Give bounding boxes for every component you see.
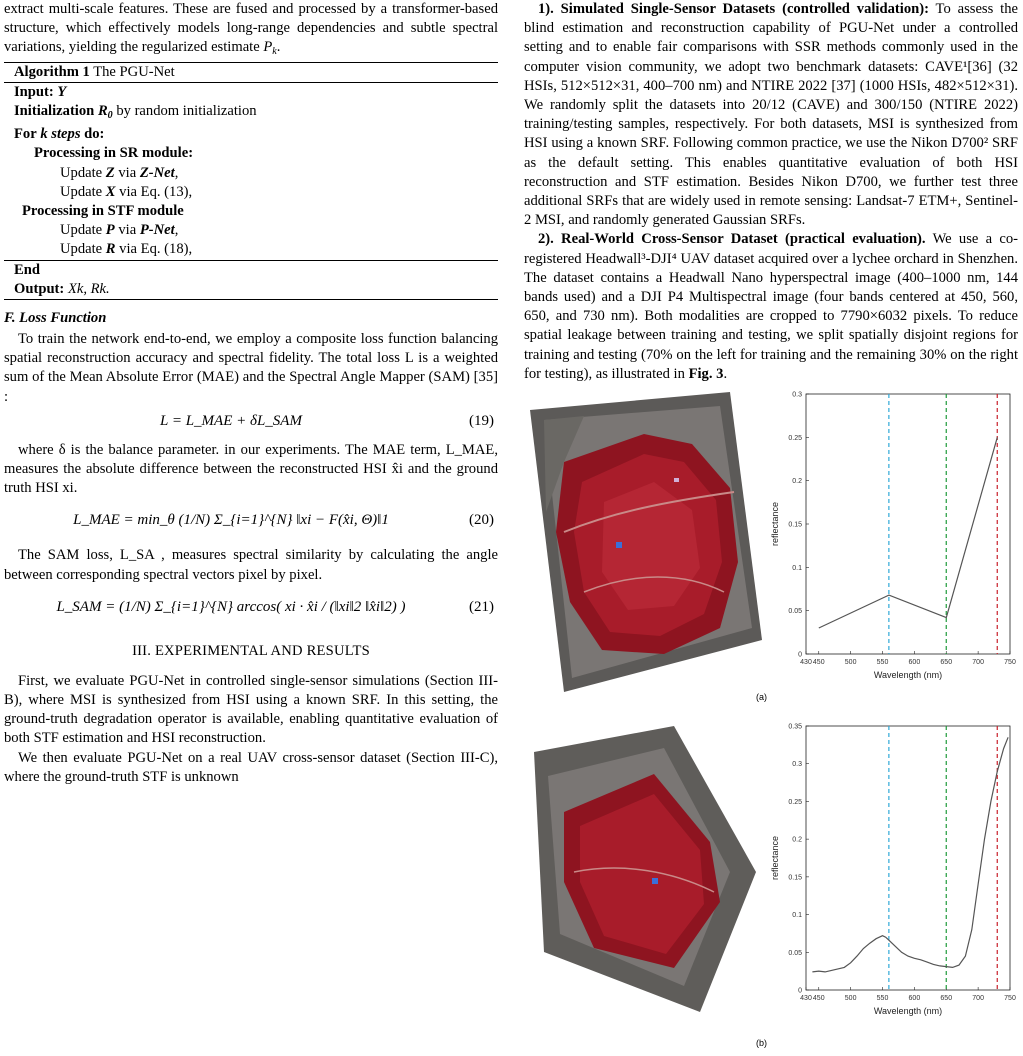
y-axis-label: reflectance <box>770 501 780 547</box>
x-tick-label: 430 <box>800 659 812 666</box>
algorithm-sr-step1: Update Z via Z-Net, <box>60 164 179 181</box>
x-tick-label: 430 <box>800 995 812 1002</box>
algorithm-end: End <box>14 261 40 278</box>
x-tick-label: 700 <box>972 659 984 666</box>
x-tick-label: 650 <box>940 659 953 666</box>
algorithm-input: Input: Y <box>14 83 67 100</box>
x-axis-label: Wavelength (nm) <box>873 670 943 680</box>
figure-row-b <box>524 706 1018 1056</box>
algorithm-sr-label: Processing in SR module: <box>34 145 194 162</box>
loss-paragraph-2: where δ is the balance parameter. in our experiments. The MAE term, L_MAE, measures the absolute difference between the reconstructed HSI x̂i and the ground truth HSI xi. <box>4 441 498 497</box>
x-tick-label: 450 <box>812 659 825 666</box>
x-tick-label: 450 <box>812 995 825 1002</box>
x-tick-label: 650 <box>940 995 953 1002</box>
x-tick-label: 600 <box>908 659 921 666</box>
algorithm-for: For k steps do: <box>14 126 105 143</box>
experiment-paragraph-2: We then evaluate PGU-Net on a real UAV cross-sensor dataset (Section III-C), where the ground-truth STF is unknown <box>4 749 498 785</box>
y-tick-label: 0 <box>798 987 802 995</box>
right-column <box>524 0 1018 384</box>
equation-21: L_SAM = (1/N) Σ_{i=1}^{N} arccos( xi · x̂i / (‖xi‖2 ‖x̂i‖2) ) (21) <box>56 598 494 615</box>
uav-orchard-image-b <box>524 722 762 1018</box>
y-tick-label: 0.05 <box>788 608 802 616</box>
figure-3 <box>524 388 1018 1056</box>
y-tick-label: 0.3 <box>792 391 802 399</box>
x-axis-label: Wavelength (nm) <box>873 1006 943 1016</box>
algorithm-init: Initialization $R_0$ by random initialization <box>14 103 257 122</box>
y-tick-label: 0.25 <box>788 798 802 806</box>
loss-paragraph-3: The SAM loss, L_SA , measures spectral similarity by calculating the angle between corresponding spectral vectors pixel by pixel. <box>4 547 498 583</box>
y-tick-label: 0.05 <box>788 949 802 957</box>
y-tick-label: 0.1 <box>792 912 802 920</box>
y-tick-label: 0.35 <box>788 723 802 731</box>
figure-reference[interactable]: Fig. 3 <box>688 365 724 382</box>
x-tick-label: 750 <box>1004 995 1016 1002</box>
x-tick-label: 500 <box>844 995 857 1002</box>
algorithm-stf-step1: Update P via P-Net, <box>60 222 179 239</box>
spectrum-plot-b <box>768 720 1018 1020</box>
equation-20: L_MAE = min_θ (1/N) Σ_{i=1}^{N} ‖xi − F(x̂i, Θ)‖1 (20) <box>73 512 494 529</box>
algorithm-sr-step2: Update X via Eq. (13), <box>60 183 193 200</box>
dataset-paragraph-2: 2). Real-World Cross-Sensor Dataset (practical evaluation). We use a co-registered Headwall³-DJI⁴ UAV dataset acquired over a lychee orchard in Shenzhen. The dataset contains a Headwall Nano hyperspectral image (400–1000 nm, 144 bands used) and a DJI P4 Multispectral image (four bands centered at 450, 560, 650, and 730 nm). Both modalities are cropped to 7790×6032 pixels. To reduce spatial leakage between training and testing, we split spatially disjoint regions for training and testing (70% on the left for training and the remaining 30% on the right for testing), as illustrated in Fig. 3. <box>524 231 1018 382</box>
algorithm-title: Algorithm 1 The PGU-Net <box>14 63 175 80</box>
y-tick-label: 0 <box>798 651 802 659</box>
algorithm-output: Output: Xk, Rk. <box>14 280 110 297</box>
plot-frame <box>806 726 1010 990</box>
algorithm-stf-step2: Update R via Eq. (18), <box>60 241 193 258</box>
dataset-paragraph-1: 1). Simulated Single-Sensor Datasets (controlled validation): To assess the blind estimation and reconstruction capability of PGU-Net under a controlled setting and to enable fair comparisons with SSR methods commonly used in the computer vision community, we adopt two benchmark datasets: CAVE¹[36] (32 HSIs, 512×512×31, 400–700 nm) and NTIRE 2022 [37] (1000 HSIs, 482×512×31). We randomly split the datasets into 20/12 (CAVE) and 300/150 (NTIRE 2022) training/testing samples, respectively. For both datasets, MSI is synthesized from HSI using a known SRF. Following common practice, we use the Nikon D700² SRF as the default setting. This enables quantitative evaluation of both HSI reconstruction and STF estimation. Besides Nikon D700, we further test three additional SRFs that are widely used in remote sensing: Landsat-7 ETM+, Sentinel-2 MSI, and randomly generated Gaussian SRFs. <box>524 1 1018 229</box>
intro-paragraph: extract multi-scale features. These are fused and processed by a transformer-based structure, which effectively models long-range dependencies and subtle spectral variations, yielding the regularized estimate $P_k$. <box>4 1 498 58</box>
spectrum-plot-a <box>768 388 1018 684</box>
x-tick-label: 600 <box>908 995 921 1002</box>
figure-label-a: (a) <box>756 692 767 702</box>
x-tick-label: 700 <box>972 995 984 1002</box>
y-tick-label: 0.3 <box>792 761 802 769</box>
y-tick-label: 0.25 <box>788 434 802 442</box>
x-tick-label: 750 <box>1004 659 1016 666</box>
plot-frame <box>806 394 1010 654</box>
loss-heading: F. Loss Function <box>4 310 107 327</box>
figure-row-a <box>524 388 1018 706</box>
algorithm-box <box>4 62 498 300</box>
spectrum-chart-b <box>768 720 1018 1020</box>
algorithm-stf-label: Processing in STF module <box>22 203 184 220</box>
y-tick-label: 0.2 <box>792 836 802 844</box>
uav-orchard-image-a <box>524 392 762 692</box>
figure-label-b: (b) <box>756 1038 767 1048</box>
x-tick-label: 500 <box>844 659 857 666</box>
y-tick-label: 0.2 <box>792 478 802 486</box>
equation-19: L = L_MAE + δL_SAM (19) <box>160 412 494 429</box>
y-axis-label: reflectance <box>770 835 780 881</box>
loss-paragraph-1: To train the network end-to-end, we employ a composite loss function balancing spatial reconstruction accuracy and spectral fidelity. The total loss L is a weighted sum of the Mean Absolute Error (MAE) and the Spectral Angle Mapper (SAM) [35] : <box>4 331 498 405</box>
y-tick-label: 0.15 <box>788 874 802 882</box>
x-tick-label: 550 <box>876 995 889 1002</box>
experiment-paragraph-1: First, we evaluate PGU-Net in controlled single-sensor simulations (Section III-B), where MSI is synthesized from HSI using a known SRF. In this setting, the ground-truth degradation operator is available, enabling quantitative evaluation of both STF estimation and HSI reconstruction. <box>4 672 498 747</box>
left-column <box>4 0 498 787</box>
section-heading: III. EXPERIMENTAL AND RESULTS <box>132 642 370 659</box>
x-tick-label: 550 <box>876 659 889 666</box>
y-tick-label: 0.1 <box>792 564 802 572</box>
y-tick-label: 0.15 <box>788 521 802 529</box>
spectrum-chart-a <box>768 388 1018 684</box>
